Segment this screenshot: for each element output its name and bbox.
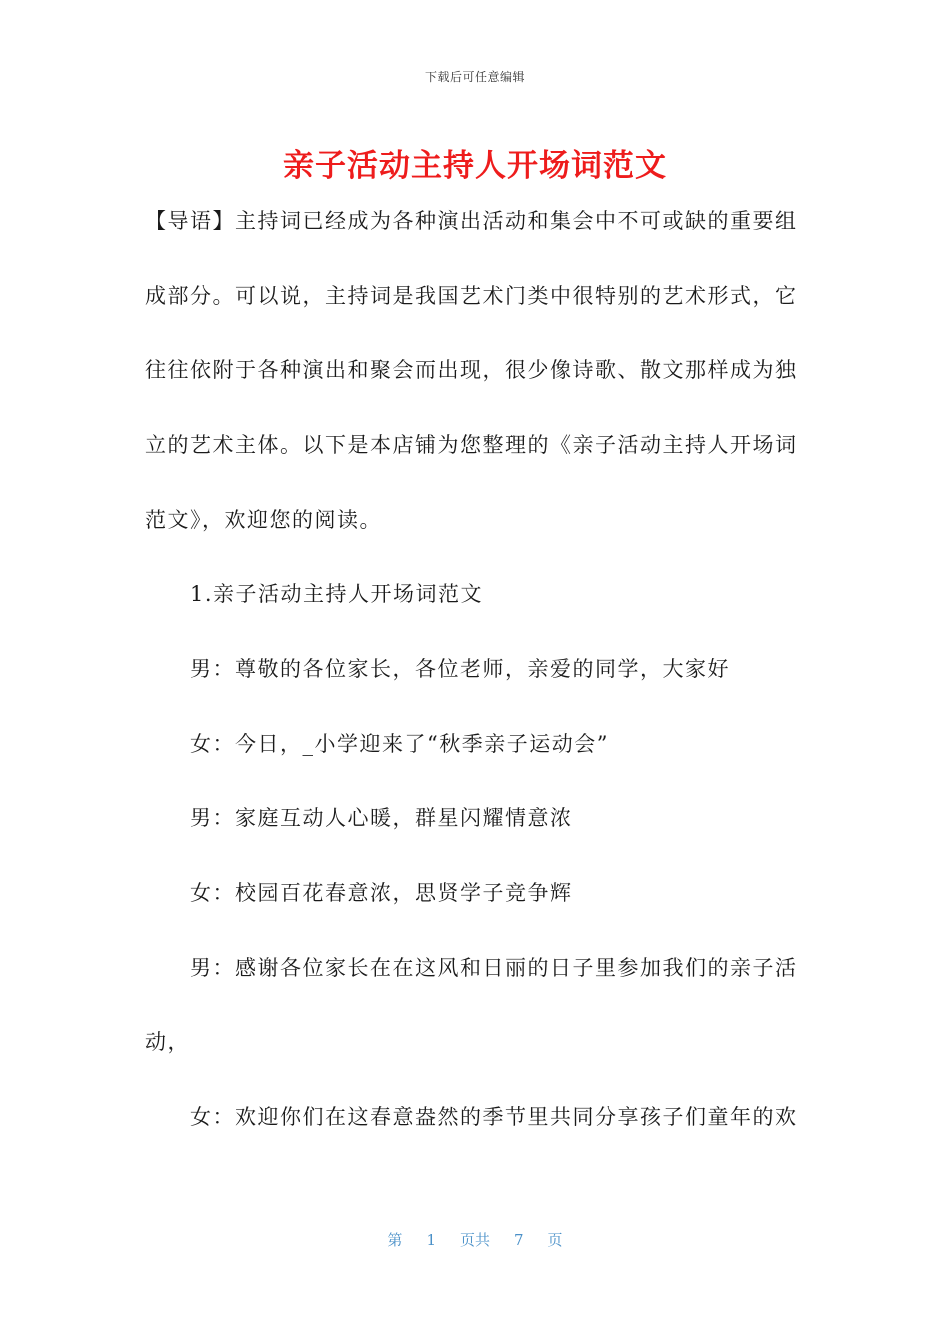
intro-line: 立的艺术主体。以下是本店铺为您整理的《亲子活动主持人开场词 — [145, 433, 798, 457]
intro-line: 【导语】主持词已经成为各种演出活动和集会中不可或缺的重要组 — [145, 209, 798, 233]
dialogue-line: 女：今日，_小学迎来了“秋季亲子运动会” — [190, 732, 609, 756]
intro-line: 成部分。可以说，主持词是我国艺术门类中很特别的艺术形式，它 — [145, 284, 798, 308]
dialogue-continuation: 动， — [145, 1030, 190, 1054]
page-title: 亲子活动主持人开场词范文 — [283, 148, 667, 184]
page-footer — [0, 1229, 950, 1250]
footer-page-number: 1 — [426, 1231, 436, 1249]
intro-line: 往往依附于各种演出和聚会而出现，很少像诗歌、散文那样成为独 — [145, 358, 798, 382]
footer-prefix: 第 — [387, 1231, 403, 1249]
section-heading: 1.亲子活动主持人开场词范文 — [190, 582, 484, 606]
dialogue-line: 男：家庭互动人心暖，群星闪耀情意浓 — [190, 806, 573, 830]
footer-suffix: 页 — [547, 1231, 563, 1249]
dialogue-line: 女：欢迎你们在这春意盎然的季节里共同分享孩子们童年的欢 — [190, 1105, 798, 1129]
dialogue-line: 女：校园百花春意浓，思贤学子竞争辉 — [190, 881, 573, 905]
dialogue-line: 男：尊敬的各位家长，各位老师，亲爱的同学，大家好 — [190, 657, 730, 681]
footer-total-pages: 7 — [514, 1231, 524, 1249]
dialogue-line: 男：感谢各位家长在在这风和日丽的日子里参加我们的亲子活 — [190, 956, 798, 980]
header-note: 下载后可任意编辑 — [424, 70, 525, 84]
footer-middle: 页共 — [459, 1231, 490, 1249]
intro-line: 范文》，欢迎您的阅读。 — [145, 508, 382, 532]
